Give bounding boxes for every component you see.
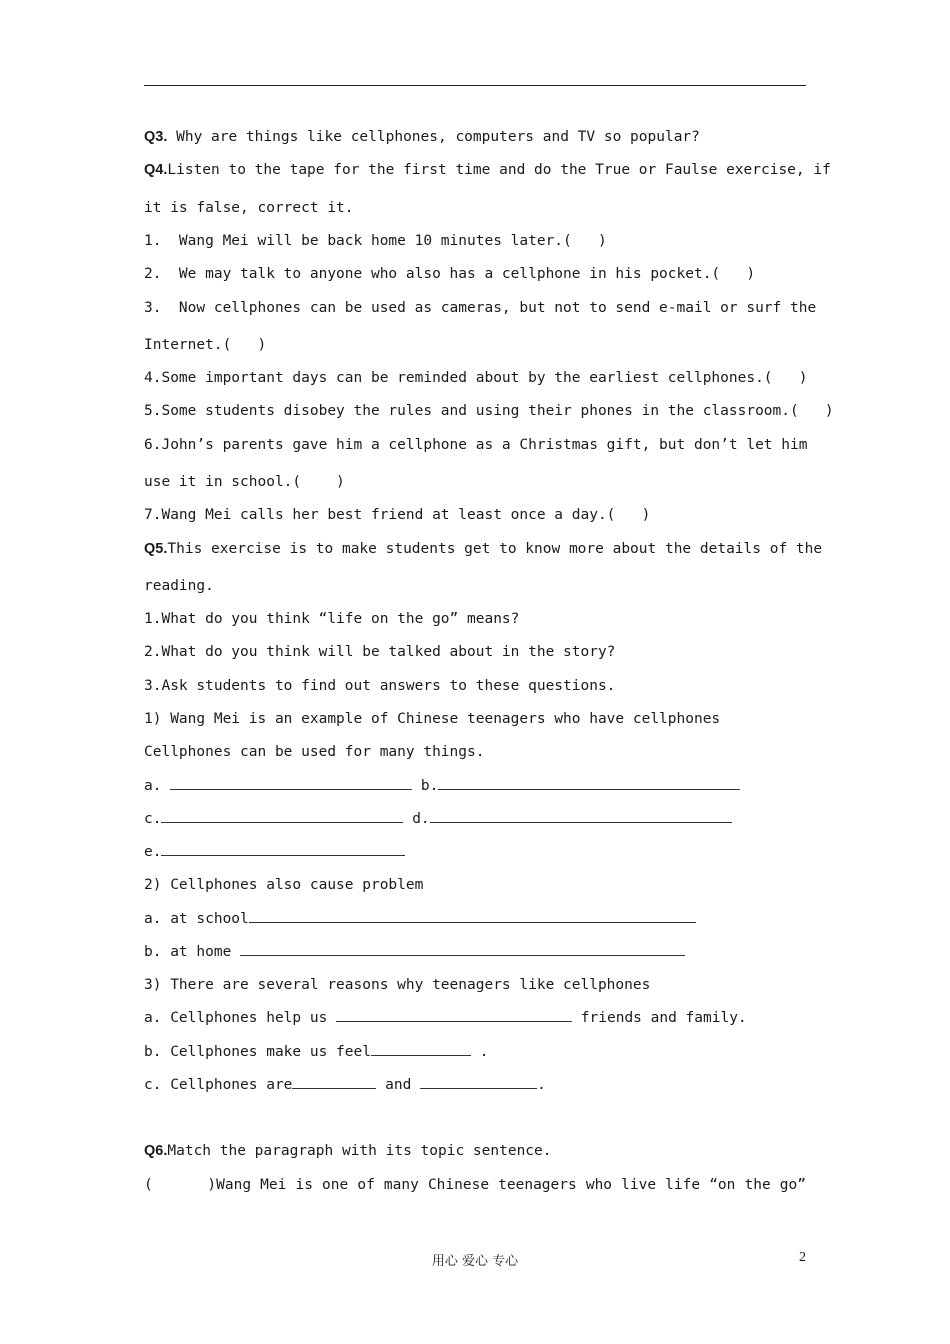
reason-b <box>144 1043 488 1061</box>
q5-sub-1-text: Cellphones can be used for many things. <box>144 744 485 760</box>
reason-c-field-2[interactable] <box>420 1076 537 1089</box>
q3-text: Why are things like cellphones, computers and TV so popular? <box>167 129 700 145</box>
problem-school-field[interactable] <box>249 910 696 923</box>
problem-heading: 2) Cellphones also cause problem <box>144 877 424 893</box>
blank-d-label: d. <box>403 811 430 827</box>
q4-item-7: 7.Wang Mei calls her best friend at least once a day.( ) <box>144 507 651 523</box>
reason-a-text: a. Cellphones help us <box>144 1010 337 1026</box>
q4-item-3: 3. Now cellphones can be used as cameras, but not to send e-mail or surf the <box>144 300 817 316</box>
blank-a-field[interactable] <box>170 777 412 790</box>
q4-item-5: 5.Some students disobey the rules and using their phones in the classroom.( ) <box>144 403 834 419</box>
problem-home <box>144 943 685 961</box>
header-rule <box>144 85 806 86</box>
q3-line <box>144 128 700 146</box>
q5-instruction: This exercise is to make students get to know more about the details of the <box>167 541 823 557</box>
q5-line-2: reading. <box>144 578 214 594</box>
blank-row-ab <box>144 777 740 795</box>
blank-a-label: a. <box>144 778 171 794</box>
q6-item: ( )Wang Mei is one of many Chinese teenagers who live life “on the go” <box>144 1177 806 1193</box>
q4-label: Q4. <box>144 162 168 178</box>
q5-item-1: 1.What do you think “life on the go” means? <box>144 611 520 627</box>
q4-item-6-cont: use it in school.( ) <box>144 474 345 490</box>
reason-b-tail: . <box>470 1044 489 1060</box>
reason-c-field-1[interactable] <box>292 1076 376 1089</box>
q5-item-3: 3.Ask students to find out answers to these questions. <box>144 678 616 694</box>
reason-a-tail: friends and family. <box>572 1010 747 1026</box>
reasons-heading: 3) There are several reasons why teenagers like cellphones <box>144 977 651 993</box>
q4-item-4: 4.Some important days can be reminded about by the earliest cellphones.( ) <box>144 370 808 386</box>
blank-row-e <box>144 843 405 861</box>
blank-e-label: e. <box>144 844 162 860</box>
q4-line-2: it is false, correct it. <box>144 200 354 216</box>
q5-item-2: 2.What do you think will be talked about in the story? <box>144 644 616 660</box>
problem-home-label: b. at home <box>144 944 241 960</box>
blank-c-label: c. <box>144 811 162 827</box>
q6-line <box>144 1142 551 1160</box>
reason-c-mid: and <box>376 1077 421 1093</box>
blank-row-cd <box>144 810 732 828</box>
footer-motto: 用心 爱心 专心 <box>431 1254 519 1269</box>
reason-c-text: c. Cellphones are <box>144 1077 293 1093</box>
q4-item-3-cont: Internet.( ) <box>144 337 267 353</box>
blank-c-field[interactable] <box>161 810 403 823</box>
q4-item-6: 6.John’s parents gave him a cellphone as a Christmas gift, but don’t let him <box>144 437 808 453</box>
problem-school <box>144 910 696 928</box>
page-number: 2 <box>799 1250 806 1265</box>
reason-a-field[interactable] <box>336 1009 572 1022</box>
reason-c <box>144 1076 546 1094</box>
q5-label: Q5. <box>144 541 168 557</box>
q6-label: Q6. <box>144 1143 168 1159</box>
problem-home-field[interactable] <box>240 943 685 956</box>
q4-item-1: 1. Wang Mei will be back home 10 minutes later.( ) <box>144 233 607 249</box>
q4-instruction: Listen to the tape for the first time and do the True or Faulse exercise, if <box>167 162 831 178</box>
q5-line-1 <box>144 540 823 558</box>
q3-label: Q3. <box>144 129 168 145</box>
reason-c-tail: . <box>537 1077 546 1093</box>
blank-e-field[interactable] <box>161 843 405 856</box>
reason-b-field[interactable] <box>371 1043 471 1056</box>
reason-a <box>144 1009 747 1027</box>
blank-b-label: b. <box>412 778 439 794</box>
blank-d-field[interactable] <box>430 810 732 823</box>
q6-instruction: Match the paragraph with its topic sentence. <box>167 1143 552 1159</box>
q4-item-2: 2. We may talk to anyone who also has a cellphone in his pocket.( ) <box>144 266 756 282</box>
q5-sub-1: 1) Wang Mei is an example of Chinese teenagers who have cellphones <box>144 711 721 727</box>
problem-school-label: a. at school <box>144 911 249 927</box>
reason-b-text: b. Cellphones make us feel <box>144 1044 371 1060</box>
q4-line-1 <box>144 161 831 179</box>
blank-b-field[interactable] <box>438 777 740 790</box>
